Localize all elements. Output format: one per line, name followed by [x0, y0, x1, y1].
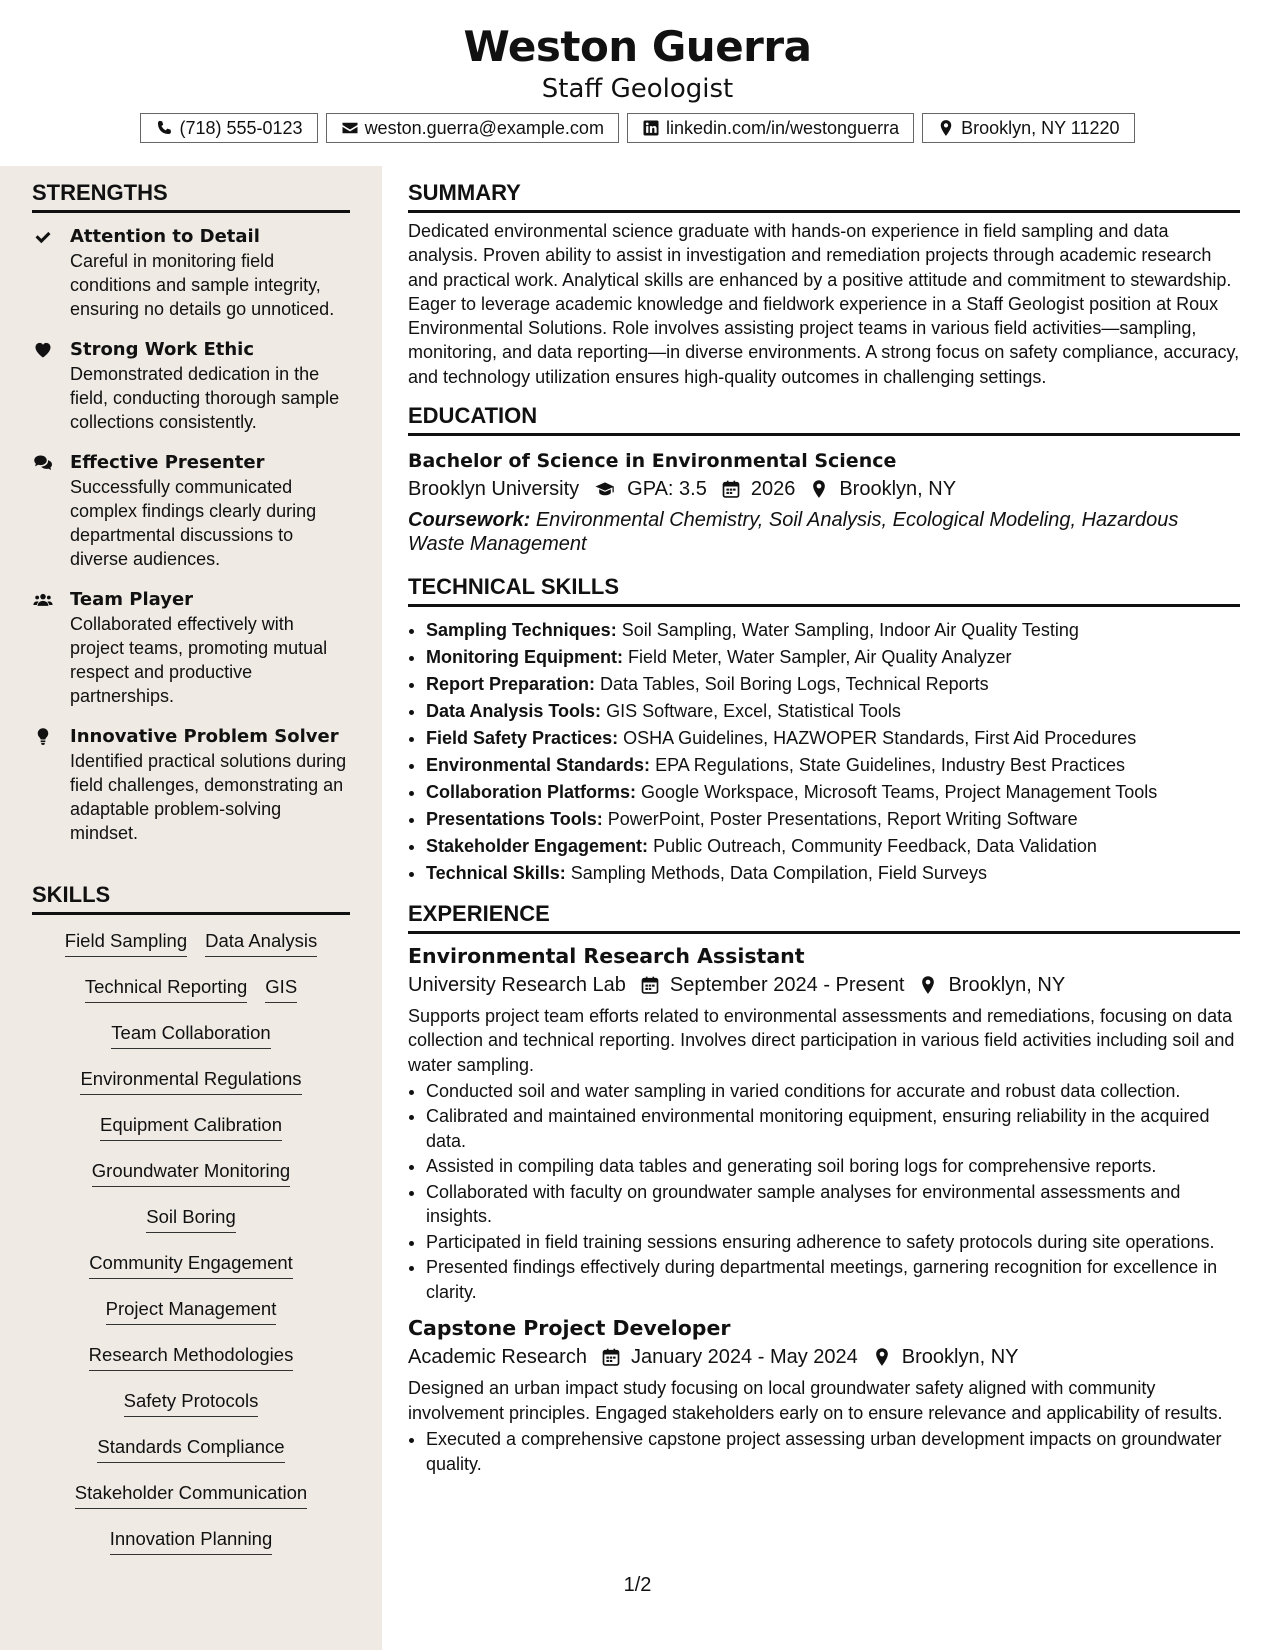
experience-section: [408, 901, 1240, 1476]
strength-desc: Careful in monitoring field conditions and sample integrity, ensuring no details go unnoticed.: [70, 251, 335, 319]
skill-tag: Field Sampling: [65, 929, 187, 957]
job-location: Brooklyn, NY: [901, 1346, 1019, 1369]
list-item: [426, 779, 1240, 806]
map-pin-icon: [872, 1347, 892, 1367]
list-item: • Collaborated with faculty on groundwater sample analyses for environmental assessments and insights.: [426, 1180, 1240, 1229]
coursework: [408, 508, 1240, 556]
graduation-year: 2026: [750, 478, 796, 501]
job-org: University Research Lab: [408, 974, 626, 997]
job-summary: Designed an urban impact study focusing on local groundwater safety aligned with community involvement principles. Engaged stakeholders early on to ensure relevance and applicability of results.: [408, 1378, 1223, 1423]
skill-tag: Equipment Calibration: [100, 1113, 282, 1141]
page-number: 1/2: [623, 1574, 652, 1596]
gpa: GPA: 3.5: [627, 478, 707, 501]
list-item: [426, 752, 1240, 779]
job-title: Capstone Project Developer: [408, 1316, 731, 1341]
list-item: [426, 806, 1240, 833]
job-bullets: [408, 1079, 1240, 1305]
contact-linkedin-text: linkedin.com/in/westonguerra: [665, 117, 900, 138]
main-column: [408, 166, 1240, 1477]
skill-value: Soil Sampling, Water Sampling, Indoor Air Quality Testing: [621, 620, 1079, 641]
heart-icon: [32, 340, 54, 360]
technical-skills-list: [408, 617, 1240, 887]
users-icon: [32, 590, 54, 610]
graduation-cap-icon: [593, 479, 617, 499]
envelope-icon: [341, 119, 359, 137]
skill-label: Field Safety Practices:: [426, 728, 619, 749]
skill-value: Data Tables, Soil Boring Logs, Technical Reports: [600, 674, 989, 695]
resume-header: [0, 0, 1275, 165]
skills-heading: SKILLS: [32, 882, 350, 915]
calendar-icon: [721, 479, 741, 499]
school-name: Brooklyn University: [408, 478, 580, 501]
skill-value: Public Outreach, Community Feedback, Data Validation: [653, 836, 1097, 857]
phone-icon: [155, 119, 173, 137]
list-item: [426, 671, 1240, 698]
skill-value: Sampling Methods, Data Compilation, Field Surveys: [570, 863, 987, 884]
list-item: [426, 698, 1240, 725]
skill-label: Sampling Techniques:: [426, 620, 617, 641]
strength-item: [32, 725, 350, 845]
strength-title: Team Player: [70, 589, 194, 610]
skill-label: Collaboration Platforms:: [426, 782, 637, 803]
skill-tag: Standards Compliance: [97, 1435, 284, 1463]
list-item: • Calibrated and maintained environmental monitoring equipment, ensuring reliability in the acquired data.: [426, 1104, 1240, 1153]
coursework-list: Environmental Chemistry, Soil Analysis, Ecological Modeling, Hazardous Waste Management: [408, 509, 1179, 556]
skill-value: GIS Software, Excel, Statistical Tools: [606, 701, 901, 722]
map-pin-icon: [809, 479, 829, 499]
strength-item: [32, 451, 350, 571]
education-section: [408, 403, 1240, 556]
strength-desc: Successfully communicated complex findings clearly during departmental discussions to diverse audiences.: [70, 477, 317, 569]
job-summary: Supports project team efforts related to environmental assessments and remediations, focusing on data collection and technical reporting. Involves direct participation in various field activities including soil and water sampling.: [408, 1006, 1235, 1075]
job-meta: [408, 1342, 1240, 1372]
job-entry: [408, 942, 1240, 1304]
linkedin-icon: [642, 119, 660, 137]
list-item: • Presented findings effectively during departmental meetings, garnering recognition for excellence in clarity.: [426, 1255, 1240, 1304]
contact-linkedin[interactable]: [627, 113, 914, 143]
skill-label: Technical Skills:: [426, 863, 566, 884]
skill-tag: Data Analysis: [205, 929, 317, 957]
skill-value: EPA Regulations, State Guidelines, Industry Best Practices: [655, 755, 1125, 776]
job-entry: [408, 1314, 1240, 1476]
lightbulb-icon: [32, 727, 54, 747]
skill-tag: Innovation Planning: [110, 1527, 273, 1555]
calendar-icon: [601, 1347, 621, 1367]
job-dates: September 2024 - Present: [669, 974, 905, 997]
skill-label: Environmental Standards:: [426, 755, 651, 776]
contact-phone: [140, 113, 317, 143]
strength-title: Attention to Detail: [70, 226, 260, 247]
education-meta: [408, 474, 1240, 504]
job-dates: January 2024 - May 2024: [630, 1346, 858, 1369]
skills-section: [32, 882, 350, 1573]
job-bullets: [408, 1427, 1240, 1476]
skill-label: Stakeholder Engagement:: [426, 836, 649, 857]
skill-label: Data Analysis Tools:: [426, 701, 602, 722]
contact-bar: [0, 113, 1275, 143]
list-item: [426, 860, 1240, 887]
list-item: • Participated in field training sessions ensuring adherence to safety protocols during site operations.: [426, 1230, 1240, 1255]
strength-item: [32, 225, 350, 321]
education-location: Brooklyn, NY: [839, 478, 957, 501]
skill-tag: Environmental Regulations: [80, 1067, 301, 1095]
strength-desc: Collaborated effectively with project teams, promoting mutual respect and productive partnerships.: [70, 614, 328, 706]
map-pin-icon: [937, 119, 955, 137]
skill-tag: Community Engagement: [89, 1251, 293, 1279]
job-org: Academic Research: [408, 1346, 587, 1369]
strength-title: Effective Presenter: [70, 452, 265, 473]
strength-title: Strong Work Ethic: [70, 339, 255, 360]
sidebar: [0, 166, 382, 1650]
strengths-section: [32, 180, 350, 862]
experience-heading: EXPERIENCE: [408, 901, 1240, 934]
strengths-heading: STRENGTHS: [32, 180, 350, 213]
list-item: [426, 617, 1240, 644]
skill-value: Field Meter, Water Sampler, Air Quality Analyzer: [627, 647, 1012, 668]
summary-section: [408, 180, 1240, 389]
list-item: • Executed a comprehensive capstone project assessing urban development impacts on groundwater quality.: [426, 1427, 1240, 1476]
skill-tag: Technical Reporting: [85, 975, 247, 1003]
contact-location: [922, 113, 1134, 143]
skill-label: Monitoring Equipment:: [426, 647, 623, 668]
comments-icon: [32, 453, 54, 473]
summary-text: Dedicated environmental science graduate with hands-on experience in field sampling and data analysis. Proven ability to assist in investigation and remediation projects through academic research and practical work. Analytical skills are enhanced by a positive attitude and commitment to stewardship. Eager to leverage academic knowledge and fieldwork experience in a Staff Geologist position at Roux Environmental Solutions. Role involves assisting project teams in various field activities—sampling, monitoring, and data reporting—in diverse environments. A strong focus on safety compliance, accuracy, and technology utilization ensures high-quality outcomes in challenging settings.: [408, 221, 1240, 387]
skill-value: PowerPoint, Poster Presentations, Report Writing Software: [607, 809, 1078, 830]
candidate-title: Staff Geologist: [541, 74, 734, 104]
strength-desc: Identified practical solutions during field challenges, demonstrating an adaptable problem-solving mindset.: [70, 751, 347, 843]
summary-heading: SUMMARY: [408, 180, 1240, 213]
skill-value: OSHA Guidelines, HAZWOPER Standards, First Aid Procedures: [623, 728, 1137, 749]
skill-label: Report Preparation:: [426, 674, 596, 695]
skill-tag: Project Management: [106, 1297, 277, 1325]
education-heading: EDUCATION: [408, 403, 1240, 436]
list-item: • Conducted soil and water sampling in varied conditions for accurate and robust data collection.: [426, 1079, 1240, 1104]
strength-item: [32, 338, 350, 434]
skills-list: [32, 929, 350, 1573]
strength-title: Innovative Problem Solver: [70, 726, 339, 747]
job-location: Brooklyn, NY: [948, 974, 1066, 997]
contact-phone-text: (718) 555-0123: [179, 117, 303, 138]
skill-tag: Team Collaboration: [111, 1021, 270, 1049]
technical-skills-section: [408, 574, 1240, 887]
skill-tag: GIS: [265, 975, 297, 1003]
calendar-icon: [640, 975, 660, 995]
skill-value: Google Workspace, Microsoft Teams, Project Management Tools: [641, 782, 1158, 803]
list-item: [426, 725, 1240, 752]
contact-email[interactable]: [326, 113, 619, 143]
candidate-name: Weston Guerra: [463, 22, 812, 71]
skill-label: Presentations Tools:: [426, 809, 603, 830]
check-icon: [32, 227, 54, 247]
strength-desc: Demonstrated dedication in the field, conducting thorough sample collections consistently.: [70, 364, 340, 432]
contact-location-text: Brooklyn, NY 11220: [961, 117, 1120, 138]
list-item: [426, 833, 1240, 860]
skill-tag: Stakeholder Communication: [75, 1481, 307, 1509]
map-pin-icon: [918, 975, 938, 995]
strength-item: [32, 588, 350, 708]
technical-skills-heading: TECHNICAL SKILLS: [408, 574, 1240, 607]
coursework-label: Coursework:: [408, 509, 531, 532]
degree-title: Bachelor of Science in Environmental Science: [408, 450, 897, 473]
list-item: • Assisted in compiling data tables and generating soil boring logs for comprehensive reports.: [426, 1154, 1240, 1179]
contact-email-text: weston.guerra@example.com: [364, 117, 604, 138]
job-meta: [408, 970, 1240, 1000]
skill-tag: Groundwater Monitoring: [92, 1159, 290, 1187]
skill-tag: Soil Boring: [146, 1205, 235, 1233]
skill-tag: Safety Protocols: [124, 1389, 259, 1417]
skill-tag: Research Methodologies: [89, 1343, 294, 1371]
list-item: [426, 644, 1240, 671]
job-title: Environmental Research Assistant: [408, 944, 805, 969]
